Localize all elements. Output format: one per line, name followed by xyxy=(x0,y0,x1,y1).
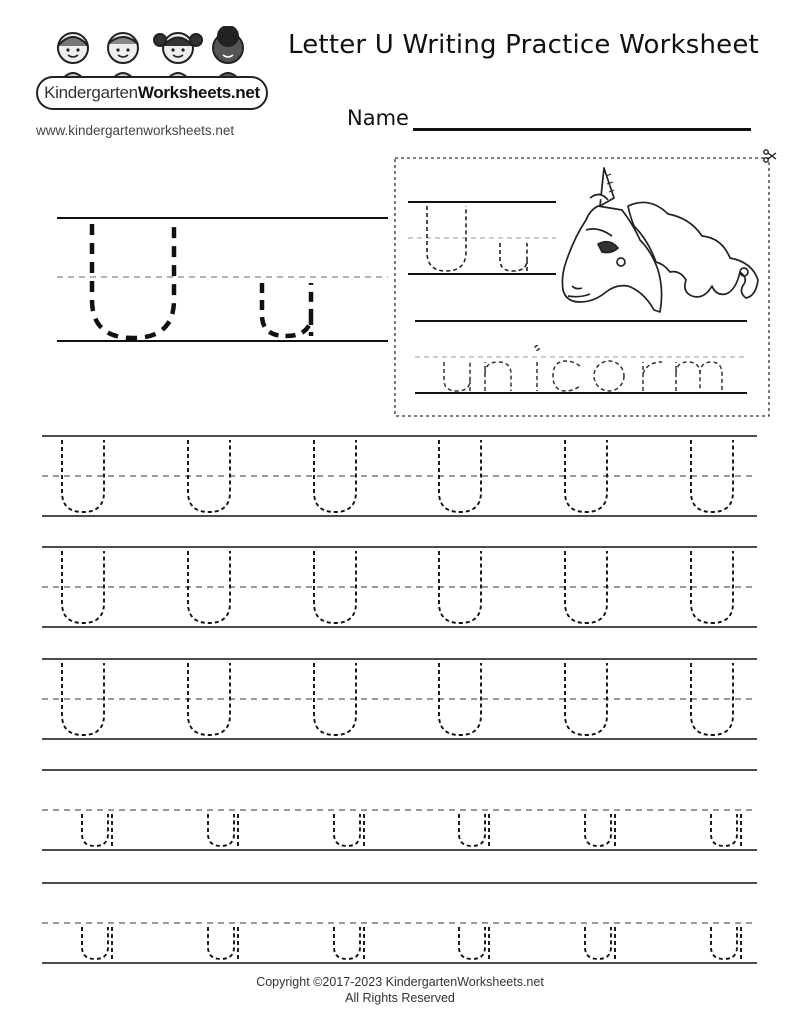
page-title: Letter U Writing Practice Worksheet xyxy=(288,30,759,60)
practice-row xyxy=(42,883,757,963)
copyright-footer xyxy=(0,974,800,1006)
trace-letter-u xyxy=(711,814,741,846)
practice-row xyxy=(42,659,757,739)
trace-letter-u xyxy=(334,814,364,846)
rights-text: All Rights Reserved xyxy=(345,991,455,1005)
trace-letter-u xyxy=(208,814,238,846)
practice-row xyxy=(42,547,757,627)
name-label: Name xyxy=(347,106,409,130)
practice-row xyxy=(42,436,757,516)
trace-letter-u xyxy=(82,927,112,959)
trace-letter-u xyxy=(585,927,615,959)
trace-letter-u xyxy=(711,927,741,959)
practice-row xyxy=(42,770,757,850)
logo-text-light: Kindergarten xyxy=(44,83,138,102)
trace-letter-u xyxy=(459,814,489,846)
trace-letter-u xyxy=(459,927,489,959)
trace-letter-u xyxy=(334,927,364,959)
logo-text-bold: Worksheets.net xyxy=(137,83,260,102)
trace-letter-u xyxy=(82,814,112,846)
trace-letter-u xyxy=(208,927,238,959)
trace-letter-u xyxy=(585,814,615,846)
copyright-text: Copyright ©2017-2023 KindergartenWorksheets.net xyxy=(256,975,544,989)
site-url: www.kindergartenworksheets.net xyxy=(36,123,235,138)
